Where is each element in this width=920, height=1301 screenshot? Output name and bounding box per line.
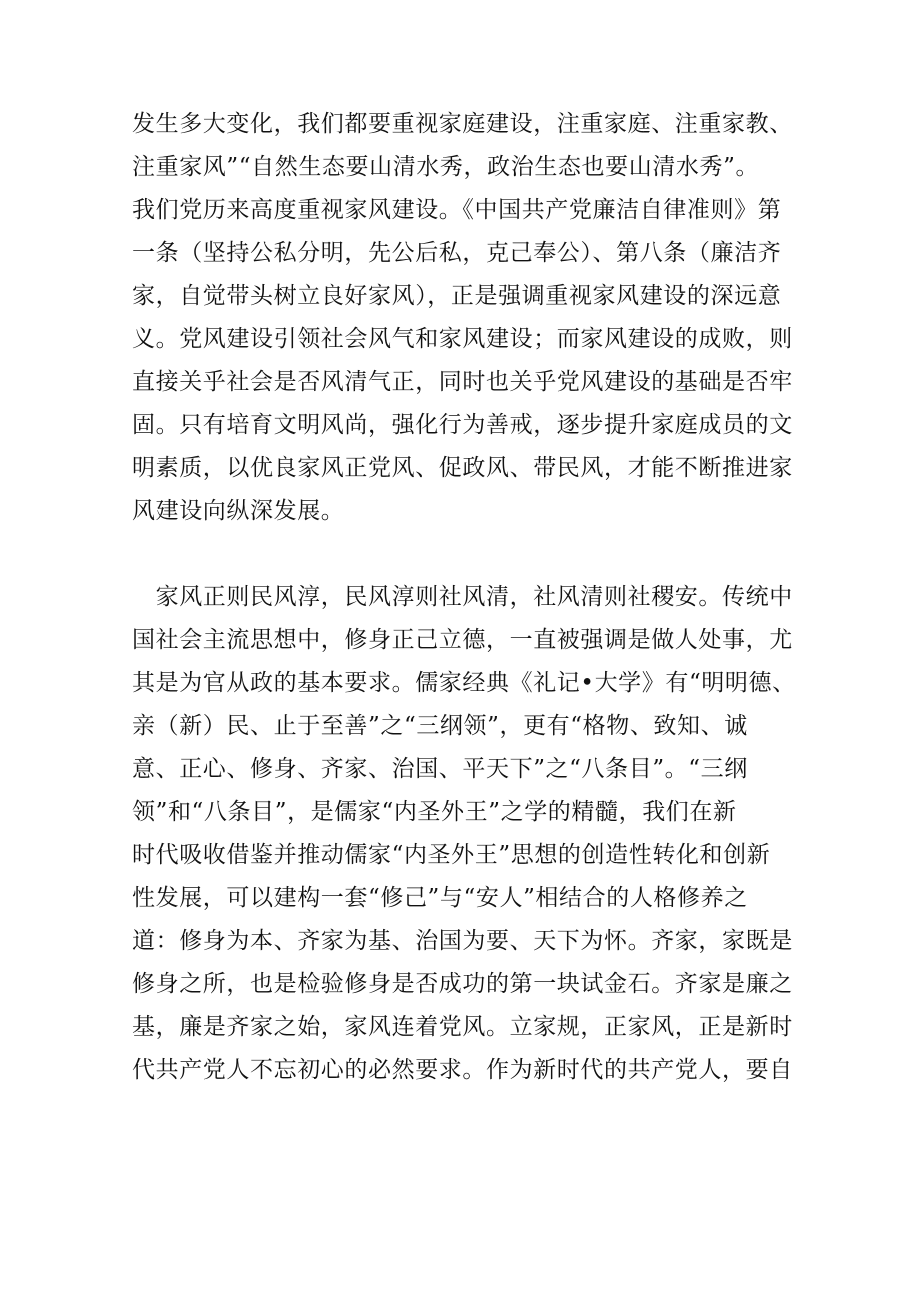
paragraph-line: 修身之所，也是检验修身是否成功的第一块试金石。齐家是廉之 [132, 971, 793, 997]
paragraph-line: 其是为官从政的基本要求。儒家经典《礼记•大学》有“明明德、 [132, 670, 796, 696]
paragraph-line: 一条（坚持公私分明，先公后私，克己奉公）、第八条（廉洁齐 [132, 240, 782, 266]
paragraph-line: 家，自觉带头树立良好家风），正是强调重视家风建设的深远意 [132, 283, 782, 309]
paragraph-line: 性发展，可以建构一套“修己”与“安人”相结合的人格修养之 [132, 885, 748, 911]
paragraph-2 [132, 576, 832, 1092]
paragraph-line: 发生多大变化，我们都要重视家庭建设，注重家庭、注重家教、 [132, 111, 793, 137]
paragraph-line: 国社会主流思想中，修身正己立德，一直被强调是做人处事，尤 [132, 627, 793, 653]
paragraph-line: 意、正心、修身、齐家、治国、平天下”之“八条目”。“三纲 [132, 756, 748, 782]
paragraph-line: 我们党历来高度重视家风建设。《中国共产党廉洁自律准则》第 [132, 197, 782, 223]
paragraph-line: 义。党风建设引领社会风气和家风建设；而家风建设的成败，则 [132, 326, 793, 352]
paragraph-line: 直接关乎社会是否风清气正，同时也关乎党风建设的基础是否牢 [132, 369, 793, 395]
paragraph-line: 固。只有培育文明风尚，强化行为善戒，逐步提升家庭成员的文 [132, 412, 793, 438]
paragraph-line: 代共产党人不忘初心的必然要求。作为新时代的共产党人，要自 [132, 1057, 793, 1083]
paragraph-line: 时代吸收借鉴并推动儒家“内圣外王”思想的创造性转化和创新 [132, 842, 771, 868]
paragraph-line: 领”和“八条目”，是儒家“内圣外王”之学的精髓，我们在新 [132, 799, 737, 825]
paragraph-line: 风建设向纵深发展。 [132, 498, 345, 524]
paragraph-line: 明素质，以优良家风正党风、促政风、带民风，才能不断推进家 [132, 455, 793, 481]
paragraph-line: 道：修身为本、齐家为基、治国为要、天下为怀。齐家，家既是 [132, 928, 793, 954]
paragraph-line: 基，廉是齐家之始，家风连着党风。立家规，正家风，正是新时 [132, 1014, 793, 1040]
paragraph-line: 亲（新）民、止于至善”之“三纲领”，更有“格物、致知、诚 [132, 713, 748, 739]
paragraph-line: 家风正则民风淳，民风淳则社风清，社风清则社稷安。传统中 [132, 584, 793, 610]
paragraph-1 [132, 103, 832, 533]
paragraph-line: 注重家风”“自然生态要山清水秀，政治生态也要山清水秀”。 [132, 154, 760, 180]
